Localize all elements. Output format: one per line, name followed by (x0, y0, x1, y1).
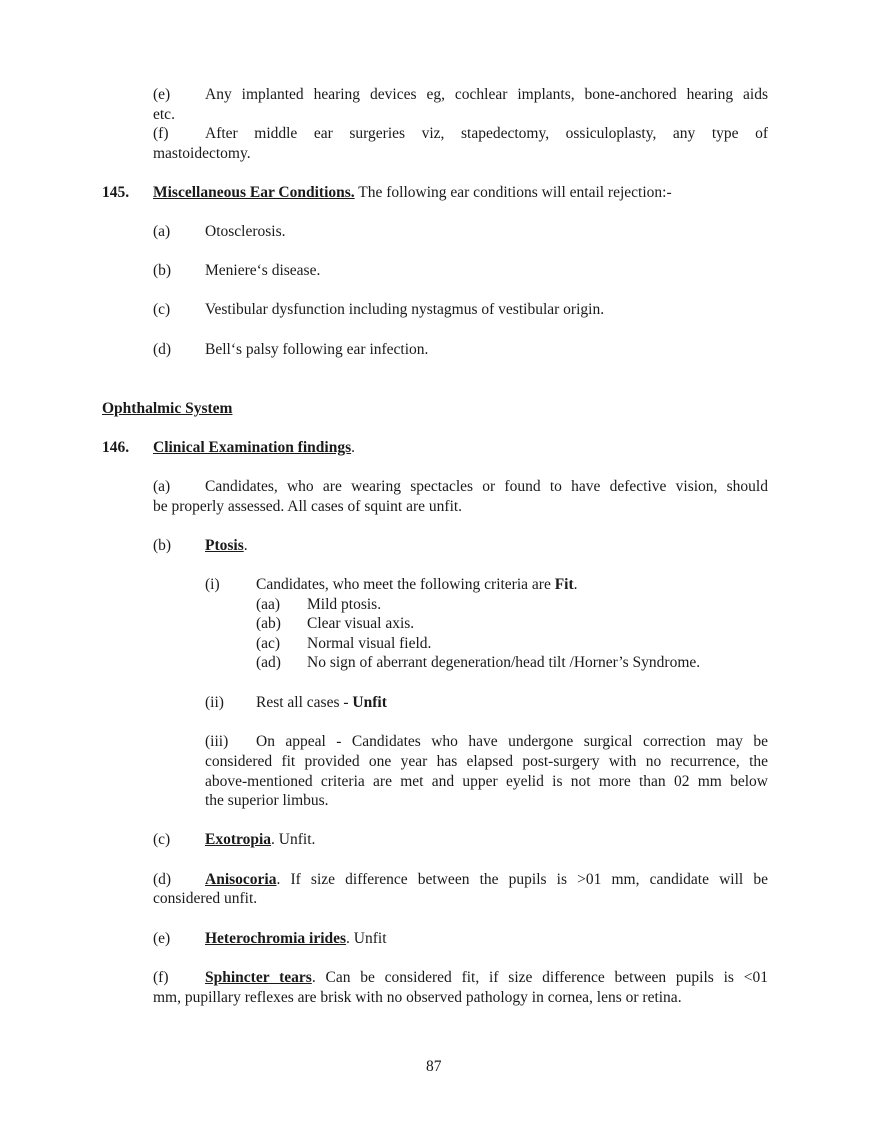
item-label: (e) (153, 930, 171, 947)
ptosis-ii-body: Rest all cases - (256, 694, 353, 711)
criteria-item: Clear visual axis. (307, 615, 415, 632)
para-number-145: 145. (102, 184, 130, 201)
item-label: (f) (153, 969, 169, 986)
list-item: Otosclerosis. (205, 223, 286, 240)
ptosis-heading: Ptosis (205, 537, 244, 554)
sphincter-line2: mm, pupillary reflexes are brisk with no observed pathology in cornea, lens or retina. (153, 989, 682, 1006)
anisocoria-text: . If size difference between the pupils is >01 mm, candidate will be (276, 871, 768, 888)
list-item: Meniere‘s disease. (205, 262, 321, 279)
item-label: (b) (153, 262, 172, 279)
para-number-146: 146. (102, 439, 130, 456)
ptosis-iii-line3: above-mentioned criteria are met and upper eyelid is not more than 02 mm below (205, 773, 768, 790)
item-label: (c) (153, 831, 171, 848)
item-label: (d) (153, 871, 172, 888)
criteria-item: Mild ptosis. (307, 596, 382, 613)
item-label: (aa) (256, 596, 281, 613)
heterochromia-heading: Heterochromia irides (205, 930, 347, 947)
fit-label: Fit (554, 576, 574, 593)
item-label: (ab) (256, 615, 281, 632)
ear-item-e-line2: etc. (153, 106, 175, 123)
item-label: (a) (153, 478, 171, 495)
ptosis-iii-line1: On appeal - Candidates who have undergone surgical correction may be (256, 733, 768, 750)
ptosis-ii-text (256, 694, 387, 712)
item-a-line1: Candidates, who are wearing spectacles or found to have defective vision, should (205, 478, 768, 495)
exotropia-text: . Unfit. (271, 831, 316, 848)
exotropia-heading: Exotropia (205, 831, 272, 848)
item-label: (f) (153, 125, 169, 142)
ptosis-iii-line2: considered fit provided one year has elapsed post-surgery with no recurrence, the (205, 753, 768, 770)
item-label: (i) (205, 576, 220, 593)
para-145-heading: Miscellaneous Ear Conditions. (153, 184, 355, 201)
ptosis-i-text (256, 576, 578, 594)
item-label: (e) (153, 86, 171, 103)
sphincter-text: . Can be considered fit, if size difference between pupils is <01 (311, 969, 768, 986)
heterochromia-line (205, 930, 387, 948)
ptosis-heading-end: . (243, 537, 248, 554)
section-heading: Ophthalmic System (102, 400, 233, 417)
ear-item-e-line1: Any implanted hearing devices eg, cochlear implants, bone-anchored hearing aids (205, 86, 768, 103)
ptosis-iii-line4: the superior limbus. (205, 792, 329, 809)
unfit-label: Unfit (352, 694, 387, 711)
heterochromia-text: . Unfit (346, 930, 387, 947)
anisocoria-line2: considered unfit. (153, 890, 258, 907)
page-number: 87 (426, 1058, 442, 1075)
item-label: (c) (153, 301, 171, 318)
para-146-heading: Clinical Examination findings (153, 439, 352, 456)
ear-item-f-line2: mastoidectomy. (153, 145, 251, 162)
sphincter-heading: Sphincter tears (205, 969, 312, 986)
exotropia-line (205, 831, 315, 849)
ptosis-i-end: . (573, 576, 578, 593)
list-item: Bell‘s palsy following ear infection. (205, 341, 429, 358)
para-146-heading-end: . (351, 439, 355, 456)
para-146-line (153, 439, 355, 457)
item-label: (d) (153, 341, 172, 358)
criteria-item: No sign of aberrant degeneration/head tilt /Horner’s Syndrome. (307, 654, 701, 671)
para-145-line (153, 184, 672, 202)
sphincter-line1 (205, 969, 768, 987)
ear-item-f-line1: After middle ear surgeries viz, stapedectomy, ossiculoplasty, any type of (205, 125, 768, 142)
item-label: (iii) (205, 733, 229, 750)
list-item: Vestibular dysfunction including nystagmus of vestibular origin. (205, 301, 605, 318)
item-label: (a) (153, 223, 171, 240)
item-label: (ii) (205, 694, 224, 711)
item-label: (ac) (256, 635, 281, 652)
criteria-item: Normal visual field. (307, 635, 432, 652)
item-label: (b) (153, 537, 172, 554)
ptosis-line (205, 537, 248, 555)
anisocoria-line1 (205, 871, 768, 889)
ptosis-i-body: Candidates, who meet the following criteria are (256, 576, 555, 593)
item-a-line2: be properly assessed. All cases of squint are unfit. (153, 498, 463, 515)
item-label: (ad) (256, 654, 281, 671)
anisocoria-heading: Anisocoria (205, 871, 277, 888)
para-145-text: The following ear conditions will entail rejection:- (354, 184, 672, 201)
